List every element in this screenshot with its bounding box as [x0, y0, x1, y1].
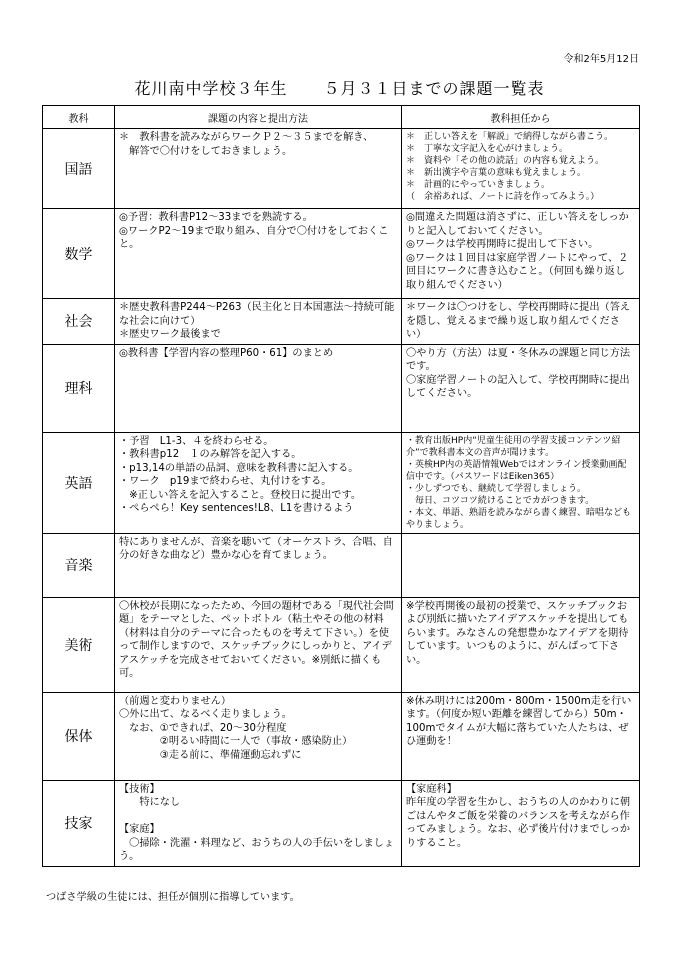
task-line: ・ワーク p19まで終わらせ、丸付けをする。	[119, 476, 332, 487]
document-date: 令和2年5月12日	[563, 54, 639, 65]
task-line: 〇外に出て、なるべく走りましょう。	[119, 709, 292, 720]
table-row	[43, 432, 640, 533]
subject-cell: 保体	[43, 692, 115, 780]
note-line: ・教育出版HP内“児童生徒用の学習支援コンテンツ紹介”で教科書本文の音声が聞けます。	[406, 435, 621, 458]
task-line: ※正しい答えを記入すること。登校日に提出です。	[119, 489, 362, 501]
task-line: ＊歴史教科書P244～P263（民主化と日本国憲法～持続可能な社会に向けて）	[119, 302, 395, 327]
task-line: ＊ 教科書を読みながらワークＰ２～３５までを解き、	[119, 132, 374, 143]
task-cell	[115, 299, 402, 345]
subject-cell: 技家	[43, 780, 115, 866]
assignment-table	[42, 105, 640, 867]
note-line: ＊ 新出漢字や言葉の意味も覚えましょう。	[406, 168, 587, 178]
note-line: 毎日、コツコツ続けることでカがつきます。	[406, 495, 595, 506]
note-line: 【家庭科】	[406, 783, 457, 795]
note-line: 〇やり方（方法）は夏・冬休みの課題と同じ方法です。	[406, 347, 631, 372]
note-line: ＊ 丁寧な文字記入を心がけましょう。	[406, 144, 569, 154]
task-line: 〇休校が長期になったため、今回の題材である「現代社会問題」をテーマとした、ペットボトル（粘土やその他の材料（材料は自分のテーマに合ったものを考えて下さい。）を使って制作しますので、スケッチブックにしっかりと、アイデアスケッチを完成させておいてください。※別紙に描くも可。	[119, 600, 394, 679]
task-line: 特になし	[119, 797, 181, 808]
title-right: ５月３１日までの課題一覧表	[323, 79, 545, 98]
note-cell	[402, 692, 640, 780]
task-line: ・予習 L1-3、４を終わらせる。	[119, 435, 274, 447]
note-line: ※学校再開後の最初の授業で、スケッチブックおよび別紙に描いたアイデアスケッチを提出してもらいます。みなさんの発想豊かなアイデアを期待しています。いつものように、がんばって下さい。	[406, 600, 629, 666]
task-line: ③走る前に、準備運動忘れずに	[119, 749, 302, 761]
page-title	[0, 76, 679, 99]
task-line: 解答で〇付けをしておきましょう。	[119, 145, 293, 157]
task-cell	[115, 432, 402, 533]
note-line: ・英検HP内の英語情報Webではオンライン授業動画配信中です。（パスワードはEiken365）	[406, 459, 627, 482]
note-line: ◎ワークは１回目は家庭学習ノートにやって、２回目にワークに書き込むこと。（何回も繰り返し取り組んでください）	[406, 252, 629, 291]
subject-cell: 英語	[43, 432, 115, 533]
subject-cell: 音楽	[43, 533, 115, 597]
note-cell	[402, 129, 640, 209]
task-line: ②明るい時間に一人で（事故・感染防止）	[119, 736, 353, 747]
note-line: ◎間違えた問題は消さずに、正しい答えをしっかりと記入しておいてください。	[406, 212, 629, 237]
note-line: ・少しずつでも、継続して学習しましょう。	[406, 483, 587, 494]
task-line: ・p13,14の単語の品詞、意味を教科書に記入する。	[119, 462, 359, 474]
task-line	[119, 810, 397, 824]
task-cell	[115, 780, 402, 866]
table-row	[43, 129, 640, 209]
note-line: ＊ 正しい答えを「解説」で納得しながら書こう。	[406, 132, 614, 142]
note-cell	[402, 299, 640, 345]
header-note: 教科担任から	[402, 106, 640, 129]
task-line: （前週と変わりません）	[119, 695, 232, 707]
table-row	[43, 533, 640, 597]
table-row	[43, 299, 640, 345]
note-line: ＊ 計画的にやっていきましょう。	[406, 180, 551, 190]
task-line: ・教科書p12 １のみ解答を記入する。	[119, 449, 302, 460]
title-left: 花川南中学校３年生	[134, 79, 288, 98]
note-cell	[402, 533, 640, 597]
table-row	[43, 597, 640, 692]
table-row	[43, 780, 640, 866]
subject-cell: 社会	[43, 299, 115, 345]
note-cell	[402, 344, 640, 432]
note-line: ※休み明けには200m・800m・1500m走を行います。（何度か短い距離を練習してから）50m・100mでタイムが大幅に落ちていた人たちは、ぜひ運動を！	[406, 695, 632, 747]
note-line: ＊ワークは〇つけをし、学校再開時に提出（答えを隠し、覚えるまで繰り返し取り組んでください）	[406, 302, 631, 340]
table-header-row	[43, 106, 640, 129]
table-row	[43, 344, 640, 432]
note-line: ＊ 資料や「その他の読話」の内容も覚えよう。	[406, 156, 605, 166]
task-line: 【技術】	[119, 783, 160, 795]
note-cell	[402, 209, 640, 299]
subject-cell: 理科	[43, 344, 115, 432]
task-cell	[115, 533, 402, 597]
task-line: 〇掃除・洗濯・料理など、おうちの人の手伝いをしましょう。	[119, 837, 395, 862]
task-line: ◎ワークP2～19まで取り組み、自分で〇付けをしておくこと。	[119, 225, 389, 250]
subject-cell: 国語	[43, 129, 115, 209]
note-cell	[402, 780, 640, 866]
footer-note: つばさ学級の生徒には、担任が個別に指導しています。	[46, 892, 300, 903]
task-line: ・ぺらぺら！Key sentences!L8、L1を書けるよう	[119, 503, 354, 514]
task-line: ＊歴史ワーク最後まで	[119, 329, 221, 340]
subject-cell: 美術	[43, 597, 115, 692]
header-subject: 教科	[43, 106, 115, 129]
task-cell	[115, 692, 402, 780]
task-cell	[115, 597, 402, 692]
task-line: なお、①できれば、20～30分程度	[119, 722, 287, 734]
table-row	[43, 209, 640, 299]
task-line: ◎予習：教科書P12～33までを熟読する。	[119, 212, 313, 223]
task-cell	[115, 344, 402, 432]
note-line: 〇家庭学習ノートの記入して、学校再開時に提出してください。	[406, 374, 630, 399]
header-task: 課題の内容と提出方法	[115, 106, 402, 129]
note-cell	[402, 597, 640, 692]
note-line: （ 余裕あれば、ノートに詩を作ってみよう。）	[406, 192, 600, 202]
task-line: ◎教科書【学習内容の整理P60・61】のまとめ	[119, 347, 334, 359]
task-line: 【家庭】	[119, 824, 160, 835]
note-cell	[402, 432, 640, 533]
table-row	[43, 692, 640, 780]
task-cell	[115, 129, 402, 209]
subject-cell: 数学	[43, 209, 115, 299]
note-line: ◎ワークは学校再開時に提出して下さい。	[406, 239, 599, 250]
note-line: 昨年度の学習を生かし、おうちの人のかわりに朝ごはんやタご飯を栄養のバランスを考えながら作ってみましょう。なお、必ず後片付けまでしっかりすること。	[406, 797, 631, 849]
task-line: 特にありませんが、音楽を聴いて（オーケストラ、合唱、自分の好きな曲など）豊かな心を育てましょう。	[119, 536, 393, 561]
task-cell	[115, 209, 402, 299]
note-line: ・本文、単語、熟語を読みながら書く練習、暗唱などもやりましょう。	[406, 507, 632, 530]
